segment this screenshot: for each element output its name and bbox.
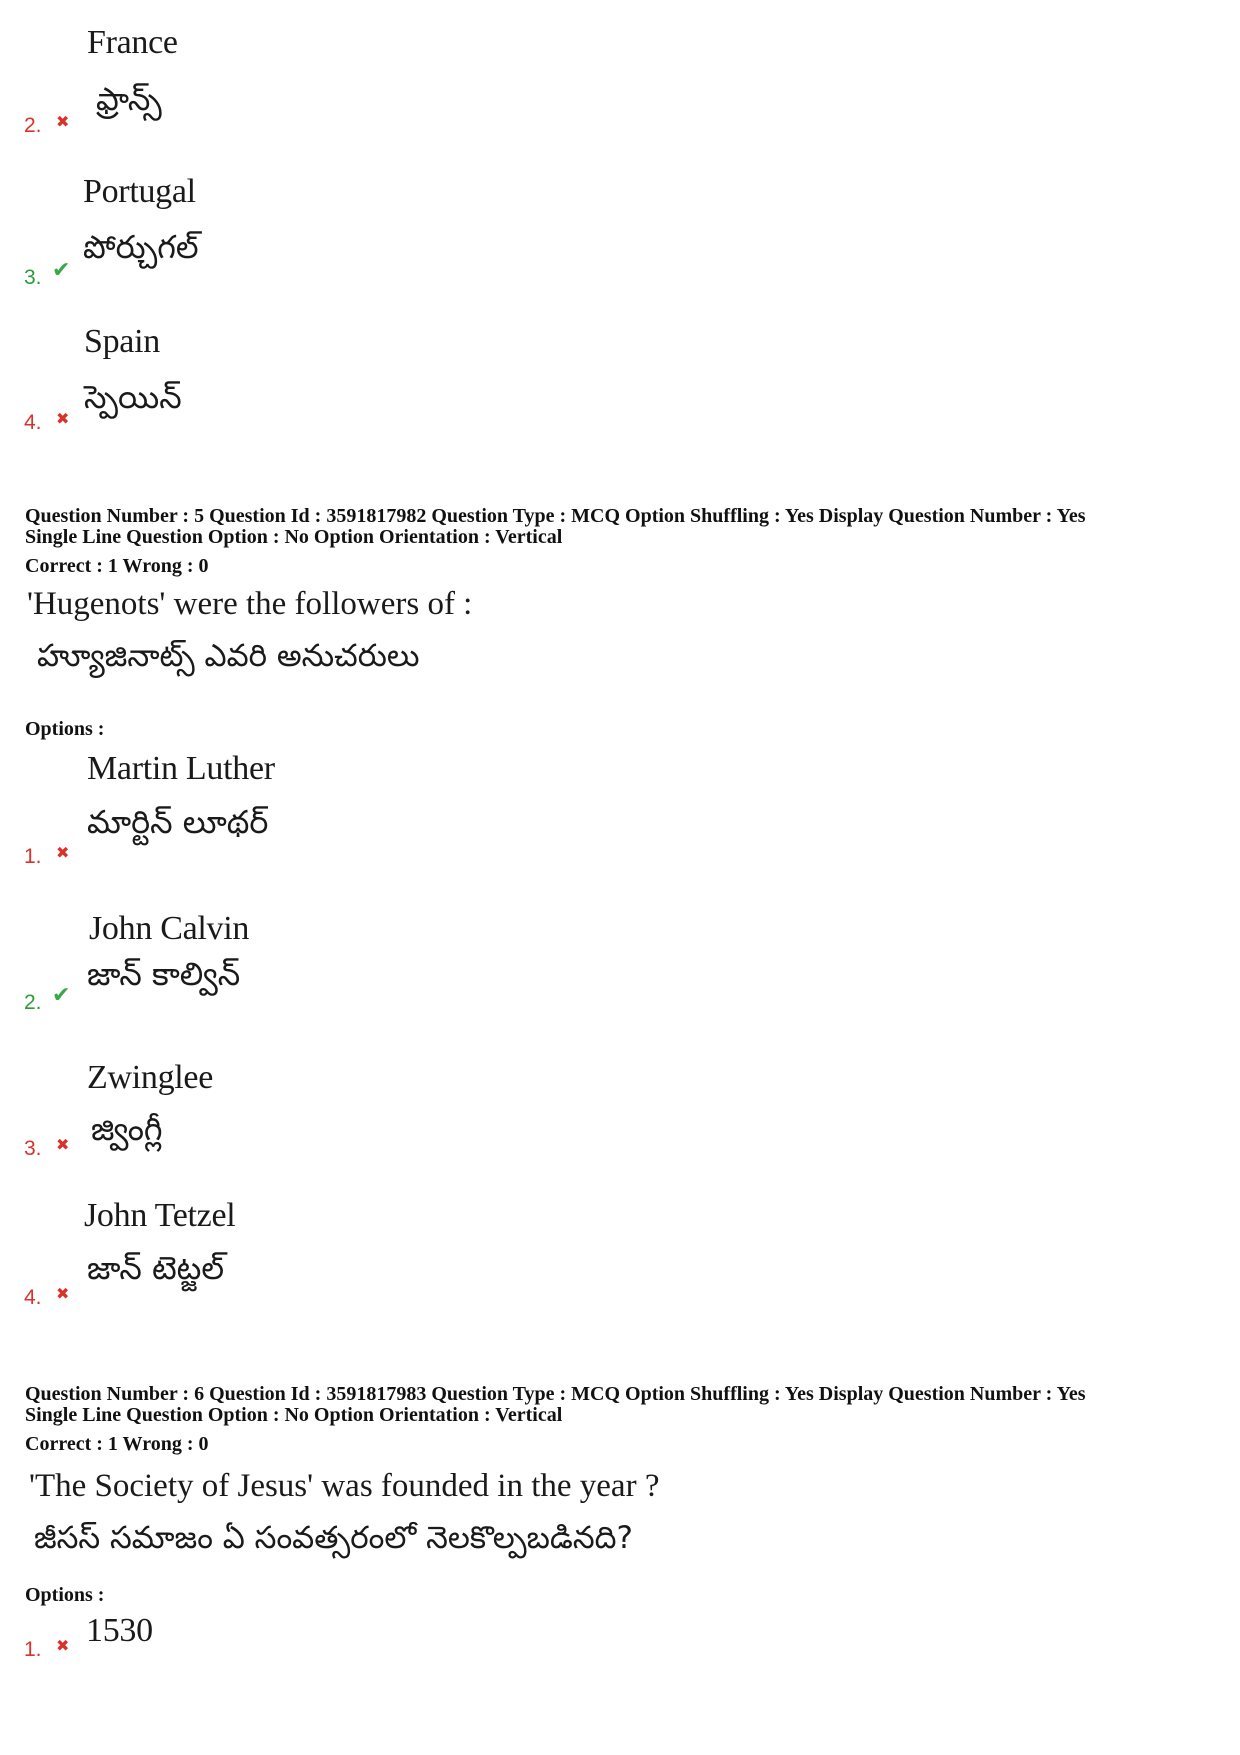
option-text-te: జాన్ టెట్జల్: [87, 1249, 225, 1287]
option-text-en: France: [87, 24, 178, 61]
options-label: Options :: [25, 1584, 105, 1606]
cross-icon: ✖: [56, 112, 70, 131]
question-meta-line1: Question Number : 6 Question Id : 3591817983 Question Type : MCQ Option Shuffling : Yes Display Question Number : Yes: [25, 1383, 1086, 1405]
question-text-te: జీసస్ సమాజం ఏ సంవత్సరంలో నెలకొల్పబడినది?: [34, 1520, 633, 1556]
option-number: 4.: [24, 1286, 42, 1309]
option-number: 3.: [24, 266, 42, 289]
question-text-en: 'Hugenots' were the followers of :: [27, 586, 473, 622]
option-text-en: Zwinglee: [87, 1059, 213, 1096]
option-number: 2.: [24, 114, 42, 137]
option-number: 2.: [24, 991, 42, 1014]
check-icon: ✔: [52, 258, 71, 283]
option-text-te: మార్టిన్ లూథర్: [87, 803, 269, 841]
question-text-en: 'The Society of Jesus' was founded in the year ?: [29, 1468, 660, 1504]
question-meta-line2: Single Line Question Option : No Option Orientation : Vertical: [25, 1404, 563, 1426]
option-number: 4.: [24, 411, 42, 434]
question-text-te: హ్యూజినాట్స్ ఎవరి అనుచరులు: [37, 638, 420, 674]
cross-icon: ✖: [56, 409, 70, 428]
option-text-en: John Calvin: [89, 910, 250, 947]
question-meta-line1: Question Number : 5 Question Id : 3591817982 Question Type : MCQ Option Shuffling : Yes Display Question Number : Yes: [25, 505, 1086, 527]
option-number: 1.: [24, 845, 42, 868]
question-score: Correct : 1 Wrong : 0: [25, 555, 209, 577]
option-text-en: 1530: [86, 1612, 153, 1649]
cross-icon: ✖: [56, 1135, 70, 1154]
option-text-te: ఫ్రాన్స్: [96, 80, 162, 118]
option-text-te: స్పెయిన్: [84, 378, 182, 416]
option-text-en: Spain: [84, 323, 160, 360]
question-score: Correct : 1 Wrong : 0: [25, 1433, 209, 1455]
option-text-te: జ్వింగ్లీ: [91, 1110, 163, 1148]
question-meta-line2: Single Line Question Option : No Option Orientation : Vertical: [25, 526, 563, 548]
cross-icon: ✖: [56, 1284, 70, 1303]
option-number: 3.: [24, 1137, 42, 1160]
option-text-en: Portugal: [83, 173, 196, 210]
option-text-en: Martin Luther: [87, 750, 275, 787]
option-number: 1.: [24, 1638, 42, 1661]
cross-icon: ✖: [56, 843, 70, 862]
options-label: Options :: [25, 718, 105, 740]
check-icon: ✔: [52, 983, 71, 1008]
option-text-en: John Tetzel: [84, 1197, 236, 1234]
option-text-te: జాన్ కాల్విన్: [87, 955, 241, 993]
cross-icon: ✖: [56, 1636, 70, 1655]
option-text-te: పోర్చుగల్: [83, 228, 199, 266]
